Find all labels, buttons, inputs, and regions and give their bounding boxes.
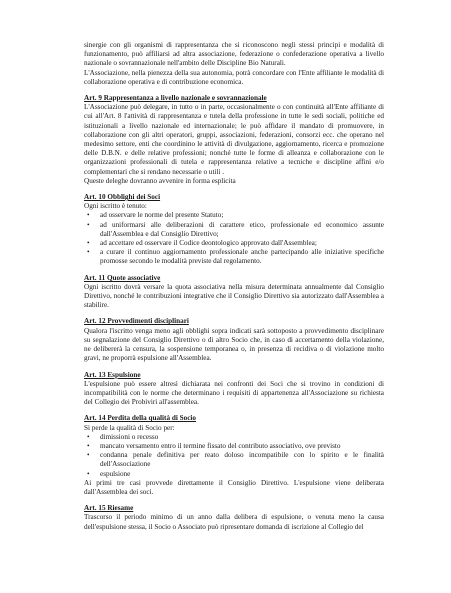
list-item [84, 211, 384, 220]
list-item-text: mancato versamento entro il termine fissato del contributo associativo, ove previsto [100, 441, 341, 450]
article-12 [84, 317, 384, 363]
article-13-body: L'espulsione può essere altresì dichiarata nei confronti dei Soci che si trovino in condizioni di incompatibilità con le norme che determinano i requisiti di appartenenza all'Associazione su richiesta del Collegio dei Probiviri all'assemblea. [84, 379, 384, 407]
bullet-icon: • [87, 469, 90, 478]
article-11-body: Ogni iscritto dovrà versare la quota associativa nella misura determinata annualmente dal Consiglio Direttivo, nonché le contribuzioni integrative che il Consiglio Direttivo sia autorizzato dall'Assemblea a stabilire. [84, 282, 384, 310]
article-13 [84, 371, 384, 408]
list-item [84, 433, 384, 442]
article-9-title: Art. 9 Rappresentanza a livello nazionale e sovrannazionale [84, 94, 267, 103]
article-14-list [84, 433, 384, 479]
list-item-text: ad accettare ed osservare il Codice deontologico approvato dall'Assemblea; [100, 239, 317, 248]
bullet-icon: • [87, 211, 90, 220]
intro-paragraph-2: L'Associazione, nella pienezza della sua autonomia, potrà concordare con l'Ente affiliante le modalità di collaborazione operativa e di contribuzione economica. [84, 68, 384, 86]
article-9 [84, 94, 384, 186]
bullet-icon: • [87, 441, 90, 450]
article-12-title: Art. 12 Provvedimenti disciplinari [84, 317, 189, 326]
article-11-title: Art. 11 Quote associative [84, 273, 161, 282]
article-9-closing: Queste deleghe dovranno avvenire in forma esplicita [84, 176, 236, 185]
article-10-intro: Ogni iscritto è tenuto: [84, 202, 147, 211]
list-item [84, 248, 384, 266]
article-10-list [84, 211, 384, 266]
list-item [84, 239, 384, 248]
list-item-text: ad uniformarsi alle deliberazioni di carattere etico, professionale ed economico assunte dall'Assemblea e dal Consiglio Direttivo; [100, 220, 384, 238]
bullet-icon: • [87, 248, 90, 257]
list-item [84, 442, 384, 451]
list-item [84, 451, 384, 469]
article-15-body: Trascorso il periodo minimo di un anno dalla delibera di espulsione, o venuta meno la causa dell'espulsione stessa, il Socio o Associato può ripresentare domanda di iscrizione al Collegio del [84, 513, 384, 531]
article-13-title: Art. 13 Espulsione [84, 370, 141, 379]
article-10-title: Art. 10 Obblighi dei Soci [84, 193, 161, 202]
bullet-icon: • [87, 432, 90, 441]
intro-paragraph-1: sinergie con gli organismi di rappresentanza che si riconoscono negli stessi principi e modalità di funzionamento, può affiliarsi ad altra associazione, federazione o confederazione operativa a livello nazionale o sovrannazionale nell'ambito delle Discipline Bio Naturali. [84, 41, 384, 68]
article-11 [84, 274, 384, 311]
article-14-title: Art. 14 Perdita della qualità di Socio [84, 414, 197, 423]
article-10 [84, 193, 384, 267]
list-item-text: a curare il continuo aggiornamento professionale anche partecipando alle iniziative specifiche promosse secondo le modalità previste dal regolamento. [100, 248, 384, 266]
article-14-body: Ai primi tre casi provvede direttamente il Consiglio Direttivo. L'espulsione viene deliberata dall'Assemblea dei soci. [84, 478, 384, 496]
list-item-text: espulsione [100, 469, 131, 478]
article-14-intro: Si perde la qualità di Socio per: [84, 423, 175, 432]
article-12-body: Qualora l'iscritto venga meno agli obblighi sopra indicati sarà sottoposto a provvedimento disciplinare su segnalazione del Consiglio Direttivo o di altro Socio che, in caso di accertamento della violazione, ne delibererà la censura, la sospensione temporanea o, in presenza di recidiva o di violazione molto gravi, ne proporrà espulsione all'Assemblea. [84, 326, 384, 363]
document-body [84, 41, 384, 532]
article-9-body: L'Associazione può delegare, in tutto o in parte, occasionalmente o con continuità all'Ente affiliante di cui all'Art. 8 l'attività di rappresentanza e tutela della professione in tutte le sedi sociali, politiche ed istituzionali a livello nazionale ed internazionale; le può affidare il mandato di promuovere, in collaborazione con gli altri operatori, gruppi, associazioni, federazioni, consorzi ecc. che operano nel medesimo settore, enti che coordinino le attività di divulgazione, aggiornamento, ricerca e promozione delle D.B.N. e delle relative professioni; nonché tutte le forme di alleanza e collaborazione con le organizzazioni professionali di tutela e rappresentanza relative a tecniche e discipline affini e/o complementari che si rendano necessarie o utili . [84, 103, 384, 176]
list-item [84, 221, 384, 239]
article-15 [84, 504, 384, 532]
bullet-icon: • [87, 451, 90, 460]
list-item-text: dimissioni o recesso [100, 432, 159, 441]
bullet-icon: • [87, 220, 90, 229]
list-item [84, 470, 384, 479]
article-14 [84, 414, 384, 497]
bullet-icon: • [87, 239, 90, 248]
list-item-text: ad osservare le norme del presente Statuto; [100, 211, 224, 220]
article-15-title: Art. 15 Riesame [84, 504, 134, 513]
list-item-text: condanna penale definitiva per reato doloso incompatibile con lo spirito e le finalità dell'Associazione [100, 451, 384, 469]
